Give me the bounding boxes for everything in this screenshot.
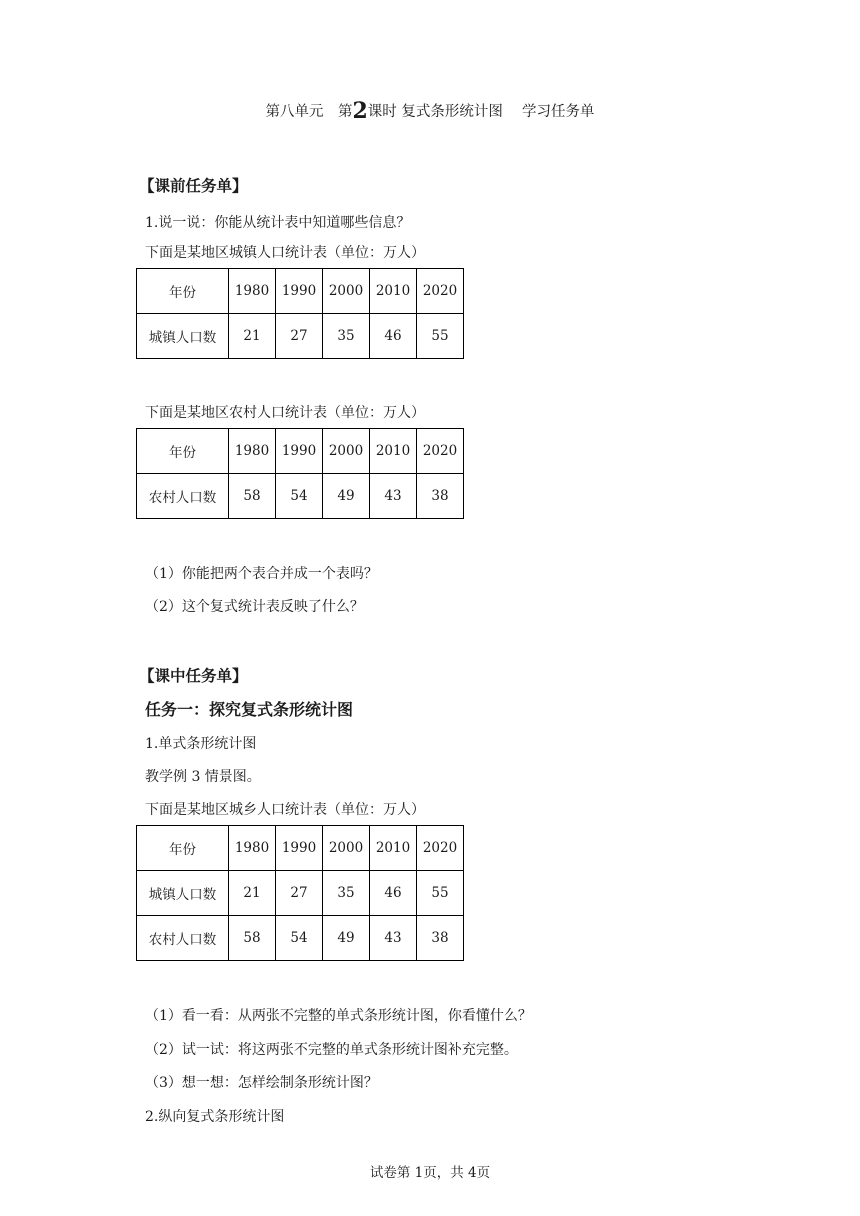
table-cell: 2000: [323, 429, 370, 474]
table-cell: 38: [417, 474, 464, 519]
table-cell: 1980: [229, 826, 276, 871]
pre-class-heading: 【课前任务单】: [139, 177, 248, 195]
question-try: （2）试一试：将这两张不完整的单式条形统计图补充完整。: [145, 1042, 518, 1058]
table-cell: 54: [276, 474, 323, 519]
table-cell: 2010: [370, 269, 417, 314]
table-cell: 55: [417, 314, 464, 359]
table-cell: 2010: [370, 429, 417, 474]
table-row: [137, 474, 464, 519]
table-cell: 35: [323, 314, 370, 359]
question-look: （1）看一看：从两张不完整的单式条形统计图，你看懂什么？: [145, 1008, 532, 1024]
item-2-heading: 2.纵向复式条形统计图: [145, 1109, 285, 1125]
title-prefix: 第八单元 第: [265, 104, 353, 120]
table-cell: 1980: [229, 269, 276, 314]
table-cell: 年份: [137, 429, 229, 474]
table-cell: 2020: [417, 269, 464, 314]
table-cell: 49: [323, 916, 370, 961]
table-cell: 1980: [229, 429, 276, 474]
table-cell: 43: [370, 916, 417, 961]
rural-table-caption: 下面是某地区农村人口统计表（单位：万人）: [145, 405, 425, 421]
table-cell: 年份: [137, 269, 229, 314]
table-cell: 27: [276, 314, 323, 359]
table-header-row: [137, 269, 464, 314]
table-cell: 城镇人口数: [137, 871, 229, 916]
table-header-row: [137, 429, 464, 474]
table-cell: 55: [417, 871, 464, 916]
table-cell: 27: [276, 871, 323, 916]
table-cell: 46: [370, 871, 417, 916]
table-cell: 21: [229, 871, 276, 916]
table-cell: 2000: [323, 826, 370, 871]
table-cell: 农村人口数: [137, 916, 229, 961]
table-cell: 2010: [370, 826, 417, 871]
urban-table-caption: 下面是某地区城镇人口统计表（单位：万人）: [145, 245, 425, 261]
table-row: [137, 916, 464, 961]
table-row: [137, 314, 464, 359]
table-cell: 城镇人口数: [137, 314, 229, 359]
table-cell: 58: [229, 916, 276, 961]
table-cell: 1990: [276, 269, 323, 314]
sub-question-1: （1）你能把两个表合并成一个表吗？: [145, 566, 378, 582]
sub-question-2: （2）这个复式统计表反映了什么？: [145, 599, 364, 615]
table-cell: 2000: [323, 269, 370, 314]
table-cell: 38: [417, 916, 464, 961]
table-cell: 1990: [276, 826, 323, 871]
table-cell: 43: [370, 474, 417, 519]
table-cell: 46: [370, 314, 417, 359]
table-cell: 54: [276, 916, 323, 961]
lesson-number: 2: [352, 98, 368, 124]
table-cell: 年份: [137, 826, 229, 871]
table-cell: 49: [323, 474, 370, 519]
combined-population-table: [136, 825, 464, 961]
item-1-heading: 1.单式条形统计图: [145, 736, 257, 752]
combined-table-caption: 下面是某地区城乡人口统计表（单位：万人）: [145, 802, 425, 818]
table-cell: 21: [229, 314, 276, 359]
question-think: （3）想一想：怎样绘制条形统计图？: [145, 1075, 378, 1091]
rural-population-table: [136, 428, 464, 519]
table-cell: 2020: [417, 826, 464, 871]
question-1: 1.说一说：你能从统计表中知道哪些信息？: [145, 215, 411, 231]
table-row: [137, 871, 464, 916]
page-footer: 试卷第 1页，共 4页: [369, 1165, 491, 1181]
in-class-heading: 【课中任务单】: [139, 667, 248, 685]
title-suffix: 课时 复式条形统计图 学习任务单: [367, 104, 595, 120]
table-cell: 2020: [417, 429, 464, 474]
table-cell: 农村人口数: [137, 474, 229, 519]
example-line: 教学例 3 情景图。: [145, 769, 261, 785]
urban-population-table: [136, 268, 464, 359]
document-title: [0, 98, 860, 124]
table-cell: 1990: [276, 429, 323, 474]
table-cell: 58: [229, 474, 276, 519]
table-cell: 35: [323, 871, 370, 916]
task-1-heading: 任务一：探究复式条形统计图: [145, 700, 354, 719]
table-header-row: [137, 826, 464, 871]
